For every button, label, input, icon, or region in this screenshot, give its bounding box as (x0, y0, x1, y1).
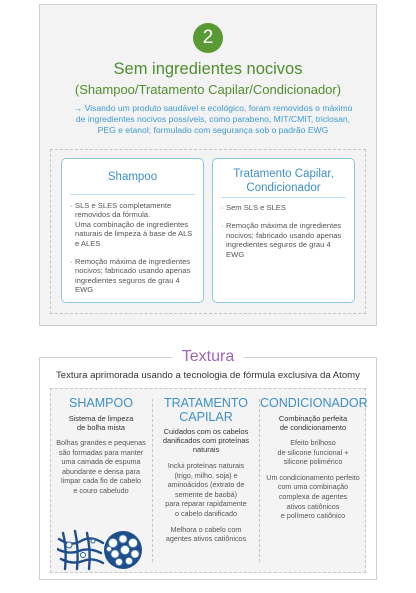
body-line: aminoácidos (extrato de (167, 480, 245, 490)
body-line: e polímero catiônico (280, 511, 346, 521)
column-divider (152, 399, 153, 562)
texture-columns-box (50, 388, 366, 573)
column-heading (260, 396, 366, 410)
body-paragraph (260, 438, 366, 467)
body-line: com uma combinação (277, 482, 349, 492)
desc-line: → Visando um produto saudável e ecológico, foram removidos o máximo (73, 103, 353, 113)
treatment-texture-column (154, 389, 258, 572)
body-line: para reparar rapidamente (165, 499, 247, 509)
item-line: · Remoção máxima de ingredientes (226, 221, 342, 231)
card-divider (221, 197, 346, 198)
body-paragraph (51, 438, 151, 496)
lead-line: Combinação perfeita (278, 414, 348, 423)
item-line: e ALES (75, 238, 101, 248)
column-lead (154, 427, 258, 455)
item-line: EWG (226, 249, 245, 259)
body-line: Um condicionamento perfeito (266, 472, 360, 482)
card-title (213, 167, 354, 195)
body-line: uma camada de espuma (61, 457, 141, 467)
column-body (51, 438, 151, 502)
body-line: são formadas para manter (58, 447, 144, 457)
item-line: Uma combinação de ingredientes (75, 219, 189, 229)
section-title: Sem ingredientes nocivos (113, 60, 303, 78)
card-divider (70, 194, 195, 195)
desc-line: de ingredientes nocivos possíveis, como parabeno, MIT/CMIT, triclosan, (75, 114, 351, 124)
item-line: · Sem SLS e SLES (226, 203, 286, 212)
item-line: · SLS e SLES completamente (75, 201, 172, 210)
heading-line: CONDICIONADOR (260, 396, 368, 410)
section-description (63, 103, 363, 136)
list-item (70, 257, 197, 295)
body-paragraph (154, 525, 258, 544)
card-items (70, 201, 197, 304)
list-item (70, 201, 197, 248)
shampoo-ingredients-card (61, 158, 204, 303)
body-line: semente de baobá) (175, 489, 237, 499)
body-line: Bolhas grandes e pequenas (56, 438, 146, 447)
body-line: complexa de agentes (278, 491, 348, 501)
card-title (62, 170, 203, 184)
step-number-badge: 2 (193, 23, 223, 53)
body-line: agentes ativos catiônicos (165, 534, 247, 544)
card-title-line: Tratamento Capilar, (233, 168, 334, 180)
lead-line: de condicionamento (279, 423, 347, 433)
conditioner-texture-column (260, 389, 366, 572)
section-subtitle: (Shampoo/Tratamento Capilar/Condicionador) (74, 82, 342, 97)
lead-line: Sistema de limpeza (68, 414, 134, 423)
texture-panel (39, 357, 377, 580)
body-paragraph (154, 461, 258, 519)
body-line: Melhora o cabelo com (170, 524, 242, 534)
texture-title: Textura (172, 348, 244, 366)
list-item (221, 203, 348, 212)
item-line: nocivos; fabricado usando apenas (75, 266, 191, 276)
body-line: ativos catiônicos (286, 501, 340, 511)
body-line: Inclui proteínas naturais (167, 461, 245, 470)
body-line: de silicone funcional + (277, 447, 349, 457)
item-line: EWG (75, 285, 94, 295)
item-line: removidos da fórmula. (75, 210, 151, 220)
heading-line: SHAMPOO (69, 396, 133, 410)
lead-line: Cuidados com os cabelos (163, 427, 249, 436)
ingredients-comparison-box (50, 149, 366, 314)
item-line: naturais de limpeza à base de ALS (75, 229, 193, 239)
body-line: abundante e densa para (62, 466, 140, 476)
lead-line: danificados com proteínas (162, 436, 250, 446)
card-items (221, 203, 348, 268)
list-item (221, 221, 348, 259)
item-line: ingredientes seguros de grau 4 (75, 275, 180, 285)
item-line: ingredientes seguros de grau 4 (226, 240, 331, 250)
column-body (260, 438, 366, 527)
body-line: limpar cada fio de cabelo (61, 476, 141, 486)
lead-line: de bolha mista (76, 423, 126, 433)
card-title-line: Shampoo (107, 171, 158, 183)
column-body (154, 461, 258, 550)
body-line: silicone polimérico (283, 457, 343, 467)
item-line: · Remoção máxima de ingredientes (75, 257, 191, 267)
desc-line: PEG e etanol; formulado com segurança sob o padrão EWG (97, 125, 329, 135)
lead-line: naturais (192, 445, 220, 455)
body-paragraph (260, 473, 366, 521)
column-lead (260, 414, 366, 432)
column-heading (51, 396, 151, 410)
item-line: nocivos; fabricado usando apenas (226, 230, 342, 240)
heading-line: TRATAMENTO (163, 396, 249, 410)
column-lead (51, 414, 151, 432)
harmful-ingredients-panel (39, 4, 377, 326)
shampoo-texture-column (51, 389, 151, 572)
texture-title-wrap (39, 348, 377, 366)
hair-foam-bubbles-icon (57, 529, 147, 571)
heading-line: CAPILAR (179, 410, 233, 424)
card-title-line: Condicionador (246, 182, 321, 194)
body-line: (trigo, milho, soja) e (174, 470, 238, 480)
treatment-conditioner-ingredients-card (212, 158, 355, 303)
body-line: Efeito brilhoso (290, 438, 336, 447)
column-heading (154, 396, 258, 424)
texture-subtitle: Textura aprimorada usando a tecnologia de fórmula exclusiva da Atomy (56, 370, 360, 381)
body-line: o cabelo danificado (175, 508, 237, 518)
body-line: e couro cabeludo (73, 485, 129, 495)
